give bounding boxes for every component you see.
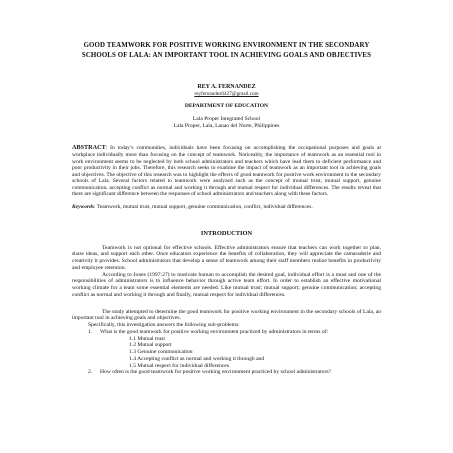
abstract [72,145,381,198]
question-2-number: 2. [88,369,93,376]
paper-title: GOOD TEAMWORK FOR POSITIVE WORKING ENVIRONMENT IN THE SECONDARY SCHOOLS OF LALA: AN IMPORTANT TOOL IN ACHIEVING GOALS AND OBJECTIVES [81,42,372,59]
list-item: 1.3 Genuine communication [129,349,193,356]
question-2-text: How often is the good teamwork for positive working environment practiced by school administrators? [100,369,331,376]
keywords [72,204,381,211]
question-1-text: What is the good teamwork for positive working environment practiced by administrators in terms of: [100,328,329,335]
keywords-label: Keywords [72,204,94,211]
author-email[interactable]: reyfernandez0427@gmail.com [194,91,259,98]
department: DEPARTMENT OF EDUCATION [184,102,269,109]
introduction-heading: INTRODUCTION [200,229,253,237]
abstract-text: : In today’s communities, individuals have been focusing on accomplishing the occupational purposes and goals at workplace individually more than focusing on the concept of teamwork. Noticeably, the importance of teamwork as an essential tool in work environment seems to be neglected by both school administrators and teachers which have lead them to deficient performance and poor productivity in their jobs. Therefore, this research seeks to examine the impact of teamwork as an important tool in achieving goals and objectives. The objective of this research was to highlight the effects of good teamwork for positive work environment in the secondary schools of Lala. Several factors related to teamwork were analyzed such as the concept of mutual trust, mutual support, genuine communication, accepting conflict as normal and working it through and mutual respect for individual differences. The results reveal that there are significant difference between the responses of school administrators and teachers along with these factors. [72,145,381,198]
school-name: Lala Proper Integrated School [192,115,261,122]
list-item: 1.2 Mutual support [129,342,172,349]
question-1 [72,329,381,336]
list-item: 1.4 Accepting conflict as normal and working it through and [129,355,265,362]
school-address: Lala Proper, Lala, Lanao del Norte, Philippines [173,122,280,129]
question-2 [72,369,381,376]
intro-paragraph-1: Teamwork is not optional for effective schools. Effective administrators ensure that teachers can work together to plan, share ideas, and support each other. Once educators experience the benefits of collaboration, they will appreciate the camaraderie and creativity it provides. School administrators that develop a sense of teamwork among their staff members realize benefits in productivity and employee retention. [72,244,381,271]
keywords-text: : Teamwork, mutual trust, mutual support, genuine communication, conflict, individual differences. [94,204,313,211]
question-1-subitems [72,336,381,370]
sub-problems-intro: Specifically, this investigation answers the following sub-problems: [88,322,240,329]
intro-paragraph-3: The study attempted to determine the good teamwork for positive working environment in the secondary schools of Lala, an important tool in achieving goals and objectives. [72,308,381,322]
list-item: 1.5 Mutual respect for individual differences [129,362,229,369]
question-1-number: 1. [88,328,93,335]
affiliation [72,116,381,129]
list-item: 1.1 Mutual trust [129,335,165,342]
author-name: REY A. FERNANDEZ [197,84,256,91]
abstract-label: ABSTRACT [72,144,106,152]
intro-paragraph-2: According to Jones (1997:27) to motivate human to accomplish the desired goal, individual effort is a must and one of the responsibilities of administrators is to influence behavior through active team effort. In order to establish an effective motivational working climate for a team some essential elements are needed. Like mutual trust; mutual support; genuine communication; accepting conflict as normal and working it through and finally, mutual respect for individual differences. [72,271,381,298]
